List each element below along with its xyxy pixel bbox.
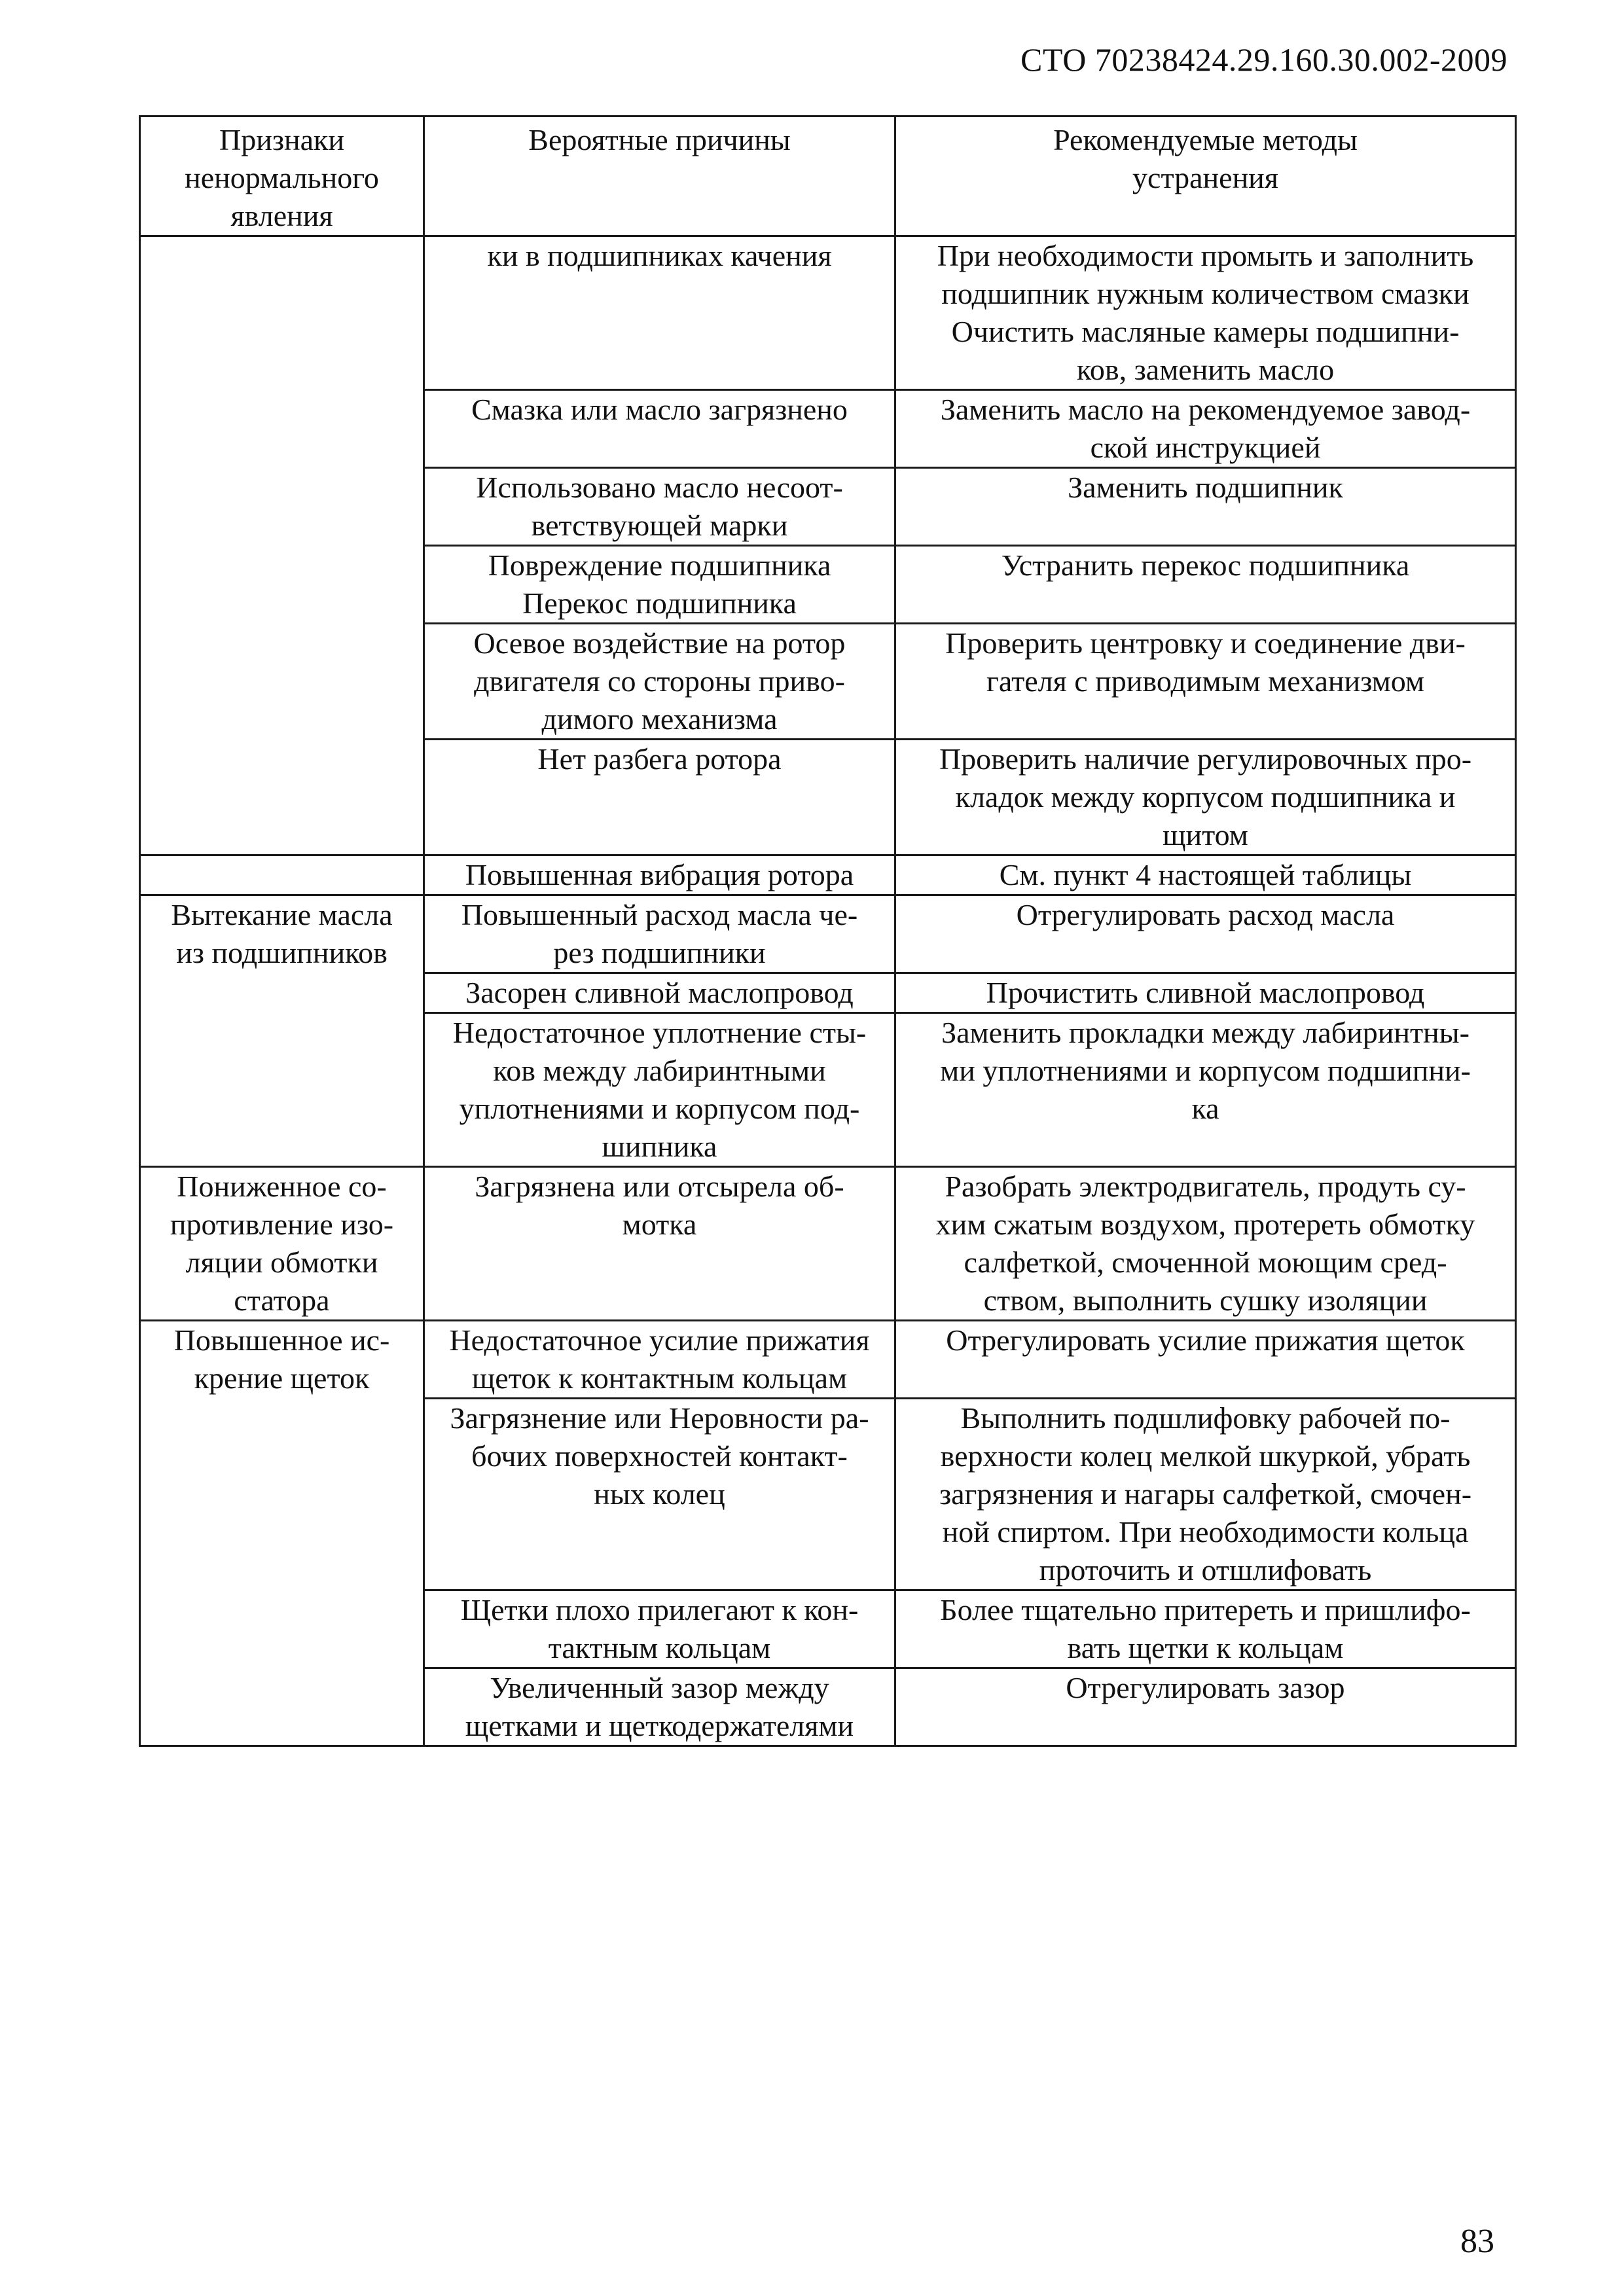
fix-cell: См. пункт 4 настоящей таблицы <box>895 855 1516 895</box>
cause-cell: Недостаточное уплотнение сты- ков между лабиринтными уплотнениями и корпусом под- шипника <box>424 1013 895 1167</box>
fix-cell: Более тщательно притереть и пришлифо- вать щетки к кольцам <box>895 1590 1516 1668</box>
cause-cell: Использовано масло несоот- ветствующей марки <box>424 468 895 546</box>
cause-cell: Засорен сливной маслопровод <box>424 973 895 1013</box>
cause-cell: Смазка или масло загрязнено <box>424 390 895 468</box>
fix-cell: Отрегулировать расход масла <box>895 895 1516 973</box>
sign-cell <box>140 236 424 855</box>
sign-cell <box>140 855 424 895</box>
document-code: СТО 70238424.29.160.30.002-2009 <box>1020 41 1507 78</box>
fix-cell: Заменить подшипник <box>895 468 1516 546</box>
column-header-methods: Рекомендуемые методы устранения <box>895 117 1516 236</box>
fix-cell: Отрегулировать усилие прижатия щеток <box>895 1321 1516 1399</box>
cause-cell: Увеличенный зазор между щетками и щеткодержателями <box>424 1668 895 1746</box>
fix-cell: Заменить масло на рекомендуемое завод- ской инструкцией <box>895 390 1516 468</box>
table-row <box>140 1167 1516 1321</box>
cause-cell: Повышенный расход масла че- рез подшипники <box>424 895 895 973</box>
fix-cell: Проверить наличие регулировочных про- кладок между корпусом подшипника и щитом <box>895 740 1516 855</box>
fix-cell: Разобрать электродвигатель, продуть су- хим сжатым воздухом, протереть обмотку салфеткой, смоченной моющим сред- ством, выполнить сушку изоляции <box>895 1167 1516 1321</box>
cause-cell: Повышенная вибрация ротора <box>424 855 895 895</box>
troubleshooting-table <box>139 115 1517 1747</box>
page-number: 83 <box>1460 2223 1494 2260</box>
sign-cell: Пониженное со- противление изо- ляции обмотки статора <box>140 1167 424 1321</box>
cause-cell: Загрязнение или Неровности ра- бочих поверхностей контакт- ных колец <box>424 1399 895 1590</box>
sign-cell: Вытекание масла из подшипников <box>140 895 424 1167</box>
cause-cell: Повреждение подшипника Перекос подшипника <box>424 546 895 624</box>
column-header-causes: Вероятные причины <box>424 117 895 236</box>
table-row <box>140 895 1516 973</box>
fix-cell: Проверить центровку и соединение дви- гателя с приводимым механизмом <box>895 624 1516 740</box>
fix-cell: Заменить прокладки между лабиринтны- ми уплотнениями и корпусом подшипни- ка <box>895 1013 1516 1167</box>
cause-cell: Недостаточное усилие прижатия щеток к контактным кольцам <box>424 1321 895 1399</box>
table-header-row <box>140 117 1516 236</box>
cause-cell: Нет разбега ротора <box>424 740 895 855</box>
fix-cell: Устранить перекос подшипника <box>895 546 1516 624</box>
fix-cell: Отрегулировать зазор <box>895 1668 1516 1746</box>
fix-cell: Прочистить сливной маслопровод <box>895 973 1516 1013</box>
table-row <box>140 236 1516 390</box>
table-row <box>140 855 1516 895</box>
cause-cell: Загрязнена или отсырела об- мотка <box>424 1167 895 1321</box>
fix-cell: Выполнить подшлифовку рабочей по- верхности колец мелкой шкуркой, убрать загрязнения и нагары салфеткой, смочен- ной спиртом. При необходимости кольца проточить и отшлифовать <box>895 1399 1516 1590</box>
fix-cell: При необходимости промыть и заполнить подшипник нужным количеством смазки Очистить масляные камеры подшипни- ков, заменить масло <box>895 236 1516 390</box>
cause-cell: Осевое воздействие на ротор двигателя со стороны приво- димого механизма <box>424 624 895 740</box>
cause-cell: ки в подшипниках качения <box>424 236 895 390</box>
column-header-signs: Признаки ненормального явления <box>140 117 424 236</box>
sign-cell: Повышенное ис- крение щеток <box>140 1321 424 1746</box>
table-row <box>140 1321 1516 1399</box>
cause-cell: Щетки плохо прилегают к кон- тактным кольцам <box>424 1590 895 1668</box>
